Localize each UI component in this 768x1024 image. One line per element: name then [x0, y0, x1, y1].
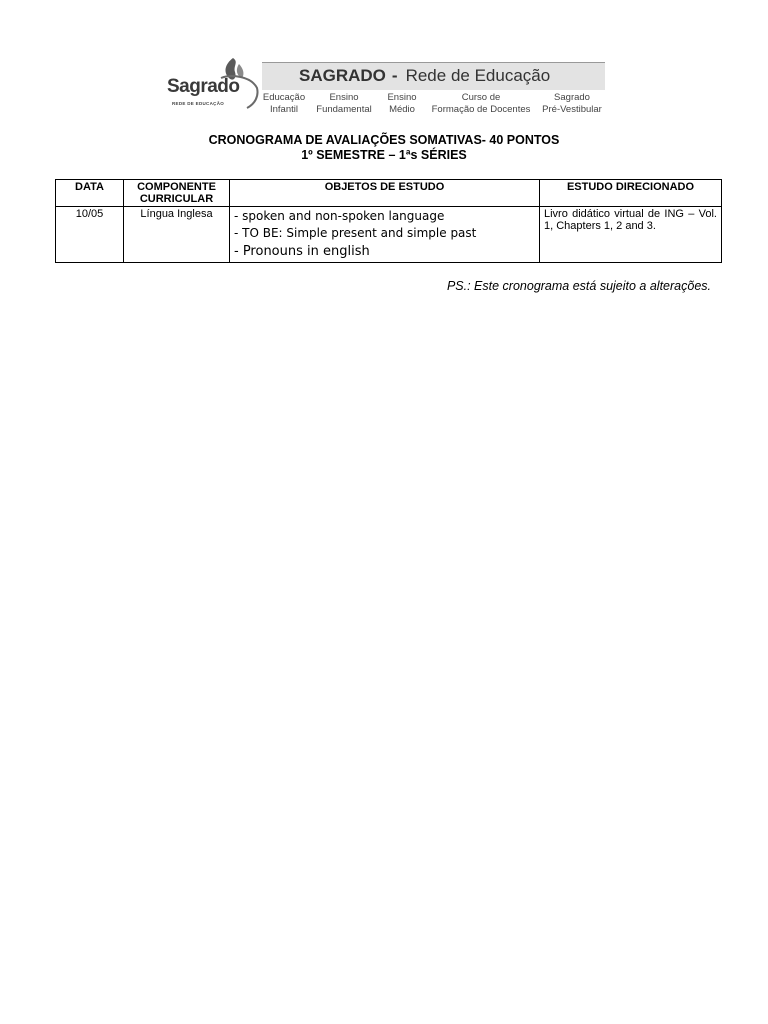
cell-data: 10/05	[56, 207, 124, 263]
document-title	[0, 133, 768, 163]
banner-brand: SAGRADO	[299, 66, 386, 85]
segment-line2: Infantil	[269, 104, 298, 115]
title-line-2: 1º SEMESTRE – 1ªs SÉRIES	[301, 148, 467, 162]
objeto-item: - TO BE: Simple present and simple past	[234, 226, 477, 240]
network-banner	[262, 62, 605, 114]
objeto-item: - spoken and non-spoken language	[234, 209, 445, 223]
segment-line2: Médio	[389, 104, 415, 115]
banner-title-bar	[262, 62, 605, 90]
banner-dash: -	[391, 66, 398, 85]
segment-line1: Sagrado	[554, 92, 590, 103]
header-data: DATA	[56, 180, 124, 207]
segment-ensino-fundamental	[316, 92, 371, 116]
footnote: PS.: Este cronograma está sujeito a alterações.	[446, 279, 711, 293]
cell-componente: Língua Inglesa	[124, 207, 230, 263]
logo-subtitle: REDE DE EDUCAÇÃO	[172, 101, 225, 106]
cell-estudo: Livro didático virtual de ING – Vol. 1, Chapters 1, 2 and 3.	[540, 207, 722, 263]
segment-line2: Pré-Vestibular	[542, 104, 602, 115]
objeto-item: - Pronouns in english	[234, 244, 370, 259]
schedule-table	[55, 179, 722, 263]
banner-title	[299, 66, 550, 86]
cell-objetos	[230, 207, 540, 263]
segment-ensino-medio	[387, 92, 416, 116]
segment-line1: Ensino	[387, 92, 417, 103]
segment-line2: Fundamental	[316, 104, 372, 115]
logo-wordmark: Sagrado	[167, 76, 240, 97]
table-row	[56, 207, 722, 263]
table-header-row	[56, 180, 722, 207]
segment-line1: Curso de	[461, 92, 501, 103]
header-estudo: ESTUDO DIRECIONADO	[540, 180, 722, 207]
segment-educacao-infantil	[263, 92, 305, 116]
segment-line2: Formação de Docentes	[431, 104, 531, 115]
sagrado-logo	[163, 56, 259, 114]
header-objetos: OBJETOS DE ESTUDO	[230, 180, 540, 207]
segment-line1: Educação	[262, 92, 306, 103]
header-componente: COMPONENTE CURRICULAR	[124, 180, 230, 207]
header	[163, 56, 605, 114]
segment-line1: Ensino	[329, 92, 359, 103]
title-line-1: CRONOGRAMA DE AVALIAÇÕES SOMATIVAS- 40 PONTOS	[208, 133, 560, 147]
banner-segments	[262, 92, 605, 114]
banner-rest: Rede de Educação	[405, 66, 551, 85]
segment-formacao-docentes	[432, 92, 531, 116]
segment-pre-vestibular	[542, 92, 602, 116]
